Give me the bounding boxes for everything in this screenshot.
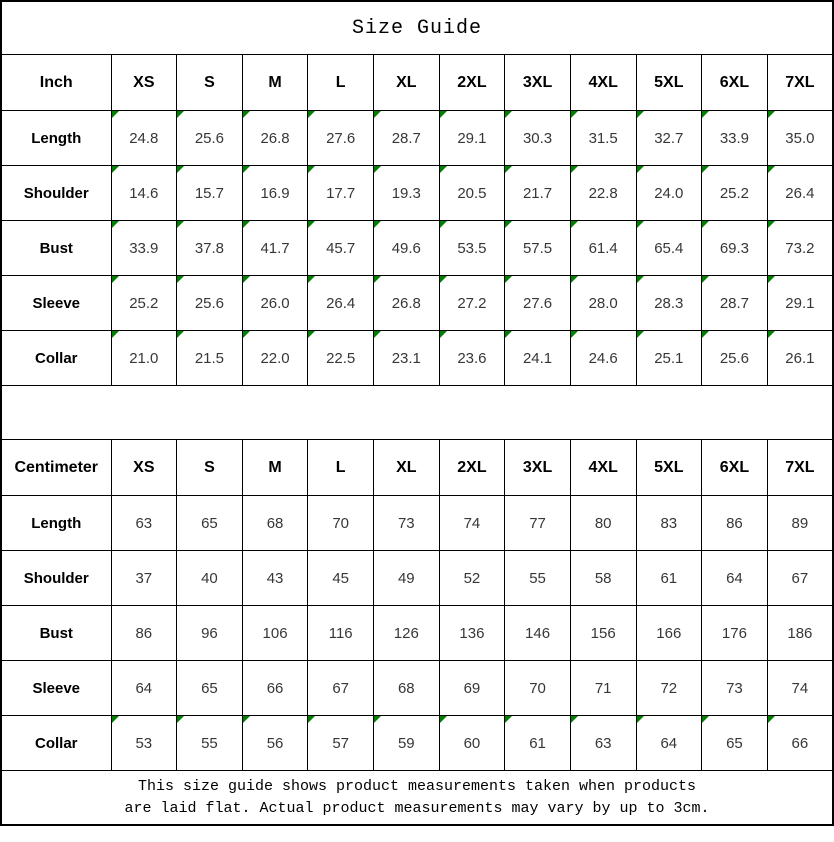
measurement-row	[1, 331, 833, 386]
size-header: 5XL	[636, 55, 702, 111]
size-value-cell: 69.3	[702, 221, 768, 276]
size-value-cell: 25.6	[177, 111, 243, 166]
size-value-cell: 23.6	[439, 331, 505, 386]
size-value-cell: 136	[439, 606, 505, 661]
size-header: 5XL	[636, 440, 702, 496]
page-title: Size Guide	[1, 1, 833, 55]
size-value-cell: 61	[505, 716, 571, 771]
size-value-cell: 14.6	[111, 166, 177, 221]
size-value-cell: 72	[636, 661, 702, 716]
table-gap-cell	[1, 386, 833, 440]
size-header: M	[242, 55, 308, 111]
size-value-cell: 28.7	[702, 276, 768, 331]
size-value-cell: 45	[308, 551, 374, 606]
measurement-row	[1, 716, 833, 771]
size-header: 6XL	[702, 55, 768, 111]
size-value-cell: 21.7	[505, 166, 571, 221]
size-value-cell: 24.8	[111, 111, 177, 166]
size-value-cell: 20.5	[439, 166, 505, 221]
size-value-cell: 96	[177, 606, 243, 661]
row-label: Length	[1, 111, 111, 166]
size-value-cell: 146	[505, 606, 571, 661]
size-value-cell: 106	[242, 606, 308, 661]
size-value-cell: 29.1	[767, 276, 833, 331]
table-gap-row	[1, 386, 833, 440]
size-value-cell: 63	[570, 716, 636, 771]
size-value-cell: 65.4	[636, 221, 702, 276]
size-header: XS	[111, 440, 177, 496]
size-value-cell: 64	[702, 551, 768, 606]
row-label: Bust	[1, 606, 111, 661]
size-value-cell: 64	[636, 716, 702, 771]
size-header: 7XL	[767, 440, 833, 496]
row-label: Bust	[1, 221, 111, 276]
size-value-cell: 67	[308, 661, 374, 716]
size-value-cell: 49	[374, 551, 440, 606]
title-row	[1, 1, 833, 55]
size-value-cell: 24.1	[505, 331, 571, 386]
size-value-cell: 24.0	[636, 166, 702, 221]
size-header: L	[308, 440, 374, 496]
size-value-cell: 31.5	[570, 111, 636, 166]
size-value-cell: 21.0	[111, 331, 177, 386]
size-value-cell: 22.0	[242, 331, 308, 386]
measurement-row	[1, 496, 833, 551]
row-label: Sleeve	[1, 661, 111, 716]
row-label: Shoulder	[1, 551, 111, 606]
measurement-row	[1, 166, 833, 221]
size-value-cell: 89	[767, 496, 833, 551]
size-value-cell: 40	[177, 551, 243, 606]
size-value-cell: 71	[570, 661, 636, 716]
size-value-cell: 73.2	[767, 221, 833, 276]
size-value-cell: 66	[242, 661, 308, 716]
size-value-cell: 57.5	[505, 221, 571, 276]
size-value-cell: 186	[767, 606, 833, 661]
measurement-row	[1, 111, 833, 166]
row-label: Collar	[1, 331, 111, 386]
row-label: Length	[1, 496, 111, 551]
row-label: Collar	[1, 716, 111, 771]
size-value-cell: 27.2	[439, 276, 505, 331]
size-value-cell: 45.7	[308, 221, 374, 276]
size-value-cell: 28.3	[636, 276, 702, 331]
size-header: S	[177, 55, 243, 111]
footer-note	[1, 771, 833, 826]
size-value-cell: 166	[636, 606, 702, 661]
size-value-cell: 61.4	[570, 221, 636, 276]
size-value-cell: 33.9	[111, 221, 177, 276]
size-value-cell: 58	[570, 551, 636, 606]
size-value-cell: 28.0	[570, 276, 636, 331]
size-value-cell: 60	[439, 716, 505, 771]
size-value-cell: 116	[308, 606, 374, 661]
size-header: S	[177, 440, 243, 496]
size-value-cell: 25.2	[111, 276, 177, 331]
size-value-cell: 28.7	[374, 111, 440, 166]
size-value-cell: 29.1	[439, 111, 505, 166]
size-value-cell: 156	[570, 606, 636, 661]
size-header-row	[1, 440, 833, 496]
size-value-cell: 16.9	[242, 166, 308, 221]
size-value-cell: 30.3	[505, 111, 571, 166]
measurement-row	[1, 276, 833, 331]
size-value-cell: 65	[177, 496, 243, 551]
size-header: 2XL	[439, 55, 505, 111]
size-value-cell: 35.0	[767, 111, 833, 166]
size-value-cell: 43	[242, 551, 308, 606]
size-value-cell: 25.2	[702, 166, 768, 221]
size-value-cell: 63	[111, 496, 177, 551]
size-header: 2XL	[439, 440, 505, 496]
size-value-cell: 56	[242, 716, 308, 771]
size-value-cell: 15.7	[177, 166, 243, 221]
size-value-cell: 80	[570, 496, 636, 551]
size-value-cell: 37	[111, 551, 177, 606]
size-value-cell: 53.5	[439, 221, 505, 276]
unit-header: Inch	[1, 55, 111, 111]
size-header: L	[308, 55, 374, 111]
size-header: 6XL	[702, 440, 768, 496]
size-header-row	[1, 55, 833, 111]
size-value-cell: 53	[111, 716, 177, 771]
size-value-cell: 17.7	[308, 166, 374, 221]
size-value-cell: 27.6	[505, 276, 571, 331]
size-value-cell: 21.5	[177, 331, 243, 386]
size-header: XL	[374, 440, 440, 496]
size-value-cell: 25.1	[636, 331, 702, 386]
size-value-cell: 25.6	[702, 331, 768, 386]
size-value-cell: 176	[702, 606, 768, 661]
size-value-cell: 19.3	[374, 166, 440, 221]
size-header: XL	[374, 55, 440, 111]
size-value-cell: 52	[439, 551, 505, 606]
size-value-cell: 57	[308, 716, 374, 771]
size-value-cell: 37.8	[177, 221, 243, 276]
size-value-cell: 27.6	[308, 111, 374, 166]
size-value-cell: 86	[702, 496, 768, 551]
size-value-cell: 26.1	[767, 331, 833, 386]
size-value-cell: 83	[636, 496, 702, 551]
size-value-cell: 22.5	[308, 331, 374, 386]
unit-header: Centimeter	[1, 440, 111, 496]
size-value-cell: 26.4	[767, 166, 833, 221]
size-value-cell: 22.8	[570, 166, 636, 221]
size-value-cell: 24.6	[570, 331, 636, 386]
size-value-cell: 74	[767, 661, 833, 716]
size-value-cell: 26.8	[374, 276, 440, 331]
size-value-cell: 49.6	[374, 221, 440, 276]
size-value-cell: 68	[374, 661, 440, 716]
size-value-cell: 73	[702, 661, 768, 716]
size-value-cell: 25.6	[177, 276, 243, 331]
size-header: 4XL	[570, 440, 636, 496]
size-value-cell: 69	[439, 661, 505, 716]
size-value-cell: 65	[702, 716, 768, 771]
row-label: Sleeve	[1, 276, 111, 331]
measurement-row	[1, 606, 833, 661]
footer-row	[1, 771, 833, 826]
row-label: Shoulder	[1, 166, 111, 221]
size-value-cell: 66	[767, 716, 833, 771]
measurement-row	[1, 221, 833, 276]
size-header: 7XL	[767, 55, 833, 111]
size-value-cell: 26.0	[242, 276, 308, 331]
size-value-cell: 23.1	[374, 331, 440, 386]
footer-line-1: This size guide shows product measurements taken when products	[137, 777, 697, 795]
size-value-cell: 77	[505, 496, 571, 551]
size-value-cell: 61	[636, 551, 702, 606]
size-header: 3XL	[505, 55, 571, 111]
footer-line-2: are laid flat. Actual product measurements may vary by up to 3cm.	[124, 799, 710, 817]
size-header: M	[242, 440, 308, 496]
size-value-cell: 65	[177, 661, 243, 716]
size-value-cell: 70	[505, 661, 571, 716]
measurement-row	[1, 661, 833, 716]
measurement-row	[1, 551, 833, 606]
size-header: XS	[111, 55, 177, 111]
size-value-cell: 32.7	[636, 111, 702, 166]
size-value-cell: 70	[308, 496, 374, 551]
size-value-cell: 68	[242, 496, 308, 551]
size-value-cell: 41.7	[242, 221, 308, 276]
size-header: 4XL	[570, 55, 636, 111]
size-value-cell: 55	[177, 716, 243, 771]
size-value-cell: 26.4	[308, 276, 374, 331]
size-value-cell: 74	[439, 496, 505, 551]
size-value-cell: 33.9	[702, 111, 768, 166]
size-value-cell: 55	[505, 551, 571, 606]
size-header: 3XL	[505, 440, 571, 496]
size-value-cell: 86	[111, 606, 177, 661]
size-value-cell: 26.8	[242, 111, 308, 166]
size-value-cell: 59	[374, 716, 440, 771]
size-value-cell: 126	[374, 606, 440, 661]
size-value-cell: 73	[374, 496, 440, 551]
size-value-cell: 67	[767, 551, 833, 606]
size-value-cell: 64	[111, 661, 177, 716]
